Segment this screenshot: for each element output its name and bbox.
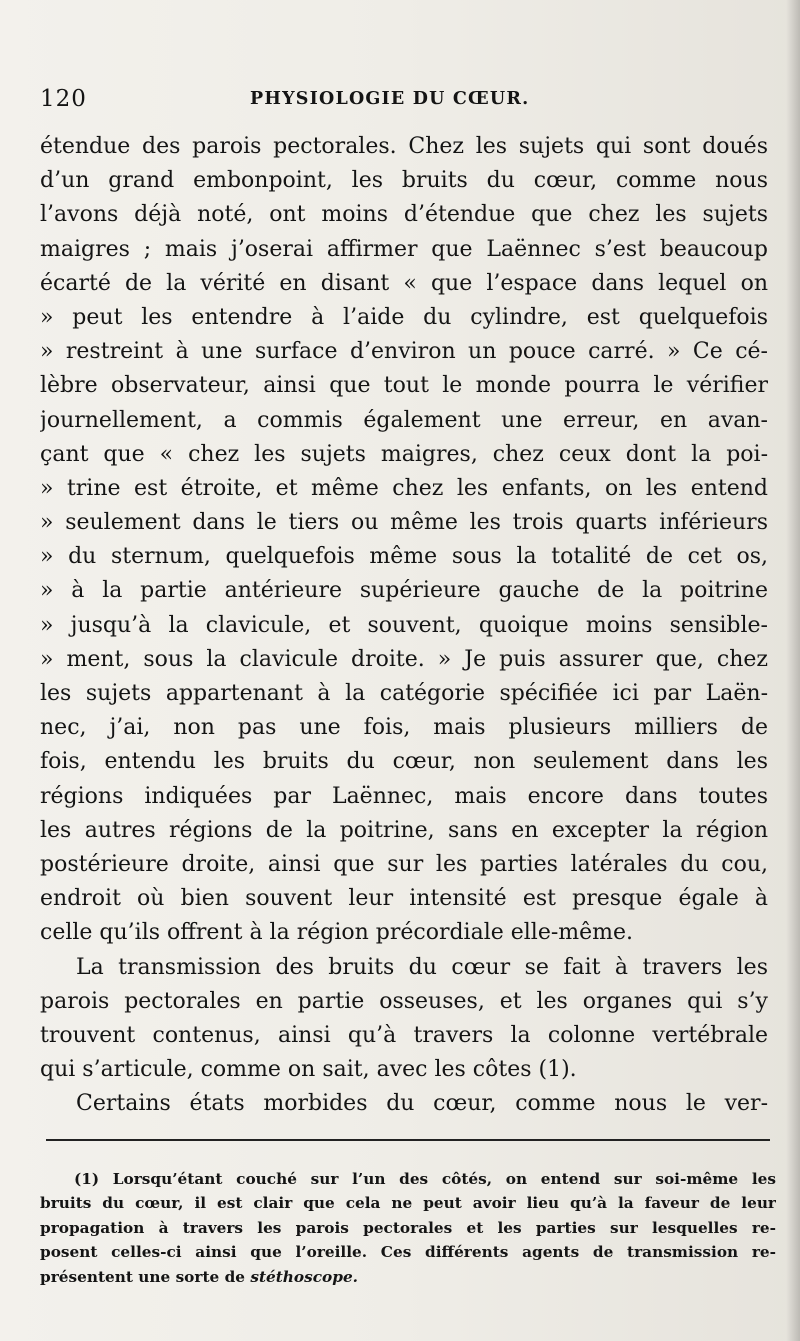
text-line: » jusqu’à la clavicule, et souvent, quoique moins sensible- [40, 612, 768, 638]
footnote-line: bruits du cœur, il est clair que cela ne peut avoir lieu qu’à la faveur de leur [40, 1194, 776, 1213]
text-line: fois, entendu les bruits du cœur, non seulement dans les [40, 749, 768, 775]
text-line: écarté de la vérité en disant « que l’espace dans lequel on [40, 270, 768, 296]
text-line: » du sternum, quelquefois même sous la totalité de cet os, [40, 544, 768, 570]
text-line: maigres ; mais j’oserai affirmer que Laënnec s’est beaucoup [40, 236, 768, 262]
footnote-italic-word: stéthoscope. [250, 1267, 359, 1286]
text-line: » peut les entendre à l’aide du cylindre, est quelquefois [40, 304, 768, 330]
text-line: celle qu’ils offrent à la région précordiale elle-même. [40, 920, 634, 946]
page-number: 120 [40, 86, 87, 112]
text-line: d’un grand embonpoint, les bruits du cœur, comme nous [40, 168, 768, 194]
text-line: » à la partie antérieure supérieure gauche de la poitrine [40, 578, 768, 604]
text-line: journellement, a commis également une erreur, en avan- [40, 407, 768, 433]
footnote-line: présentent une sorte de [40, 1267, 245, 1286]
text-line: » trine est étroite, et même chez les enfants, on les entend [40, 475, 768, 501]
text-line: » ment, sous la clavicule droite. » Je puis assurer que, chez [40, 646, 768, 672]
footnote-line: posent celles-ci ainsi que l’oreille. Ces différents agents de transmission re- [40, 1243, 776, 1262]
footnote-line: (1) Lorsqu’étant couché sur l’un des côtés, on entend sur soi-même les [74, 1170, 776, 1188]
text-line: qui s’articule, comme on sait, avec les côtes (1). [40, 1057, 577, 1083]
text-line: La transmission des bruits du cœur se fait à travers les [76, 954, 768, 980]
text-line: les autres régions de la poitrine, sans en excepter la région [40, 817, 768, 843]
text-line: » restreint à une surface d’environ un pouce carré. » Ce cé- [40, 339, 768, 365]
text-line: lèbre observateur, ainsi que tout le monde pourra le vérifier [40, 373, 768, 399]
text-line: trouvent contenus, ainsi qu’à travers la colonne vertébrale [40, 1022, 768, 1048]
text-line: l’avons déjà noté, ont moins d’étendue que chez les sujets [40, 202, 768, 228]
body-text [40, 130, 768, 1121]
text-line: régions indiquées par Laënnec, mais encore dans toutes [40, 783, 768, 809]
text-line: parois pectorales en partie osseuses, et les organes qui s’y [40, 988, 768, 1014]
text-line: Certains états morbides du cœur, comme nous le ver- [76, 1091, 768, 1117]
text-line: » seulement dans le tiers ou même les trois quarts inférieurs [40, 510, 768, 536]
footnote [40, 1167, 776, 1289]
running-head [40, 86, 768, 116]
text-line: postérieure droite, ainsi que sur les parties latérales du cou, [40, 851, 768, 877]
text-line: étendue des parois pectorales. Chez les sujets qui sont doués [40, 134, 768, 159]
text-line: endroit où bien souvent leur intensité est presque égale à [40, 886, 768, 912]
footnote-line: propagation à travers les parois pectorales et les parties sur lesquelles re- [40, 1218, 776, 1237]
text-line: nec, j’ai, non pas une fois, mais plusieurs milliers de [40, 715, 768, 741]
footnote-rule [46, 1139, 770, 1141]
text-line: les sujets appartenant à la catégorie spécifiée ici par Laën- [40, 681, 768, 706]
text-line: çant que « chez les sujets maigres, chez ceux dont la poi- [40, 441, 768, 467]
page-edge-shadow [786, 0, 800, 1341]
running-title: PHYSIOLOGIE DU CŒUR. [250, 89, 530, 109]
footnote-line-last [40, 1265, 776, 1289]
